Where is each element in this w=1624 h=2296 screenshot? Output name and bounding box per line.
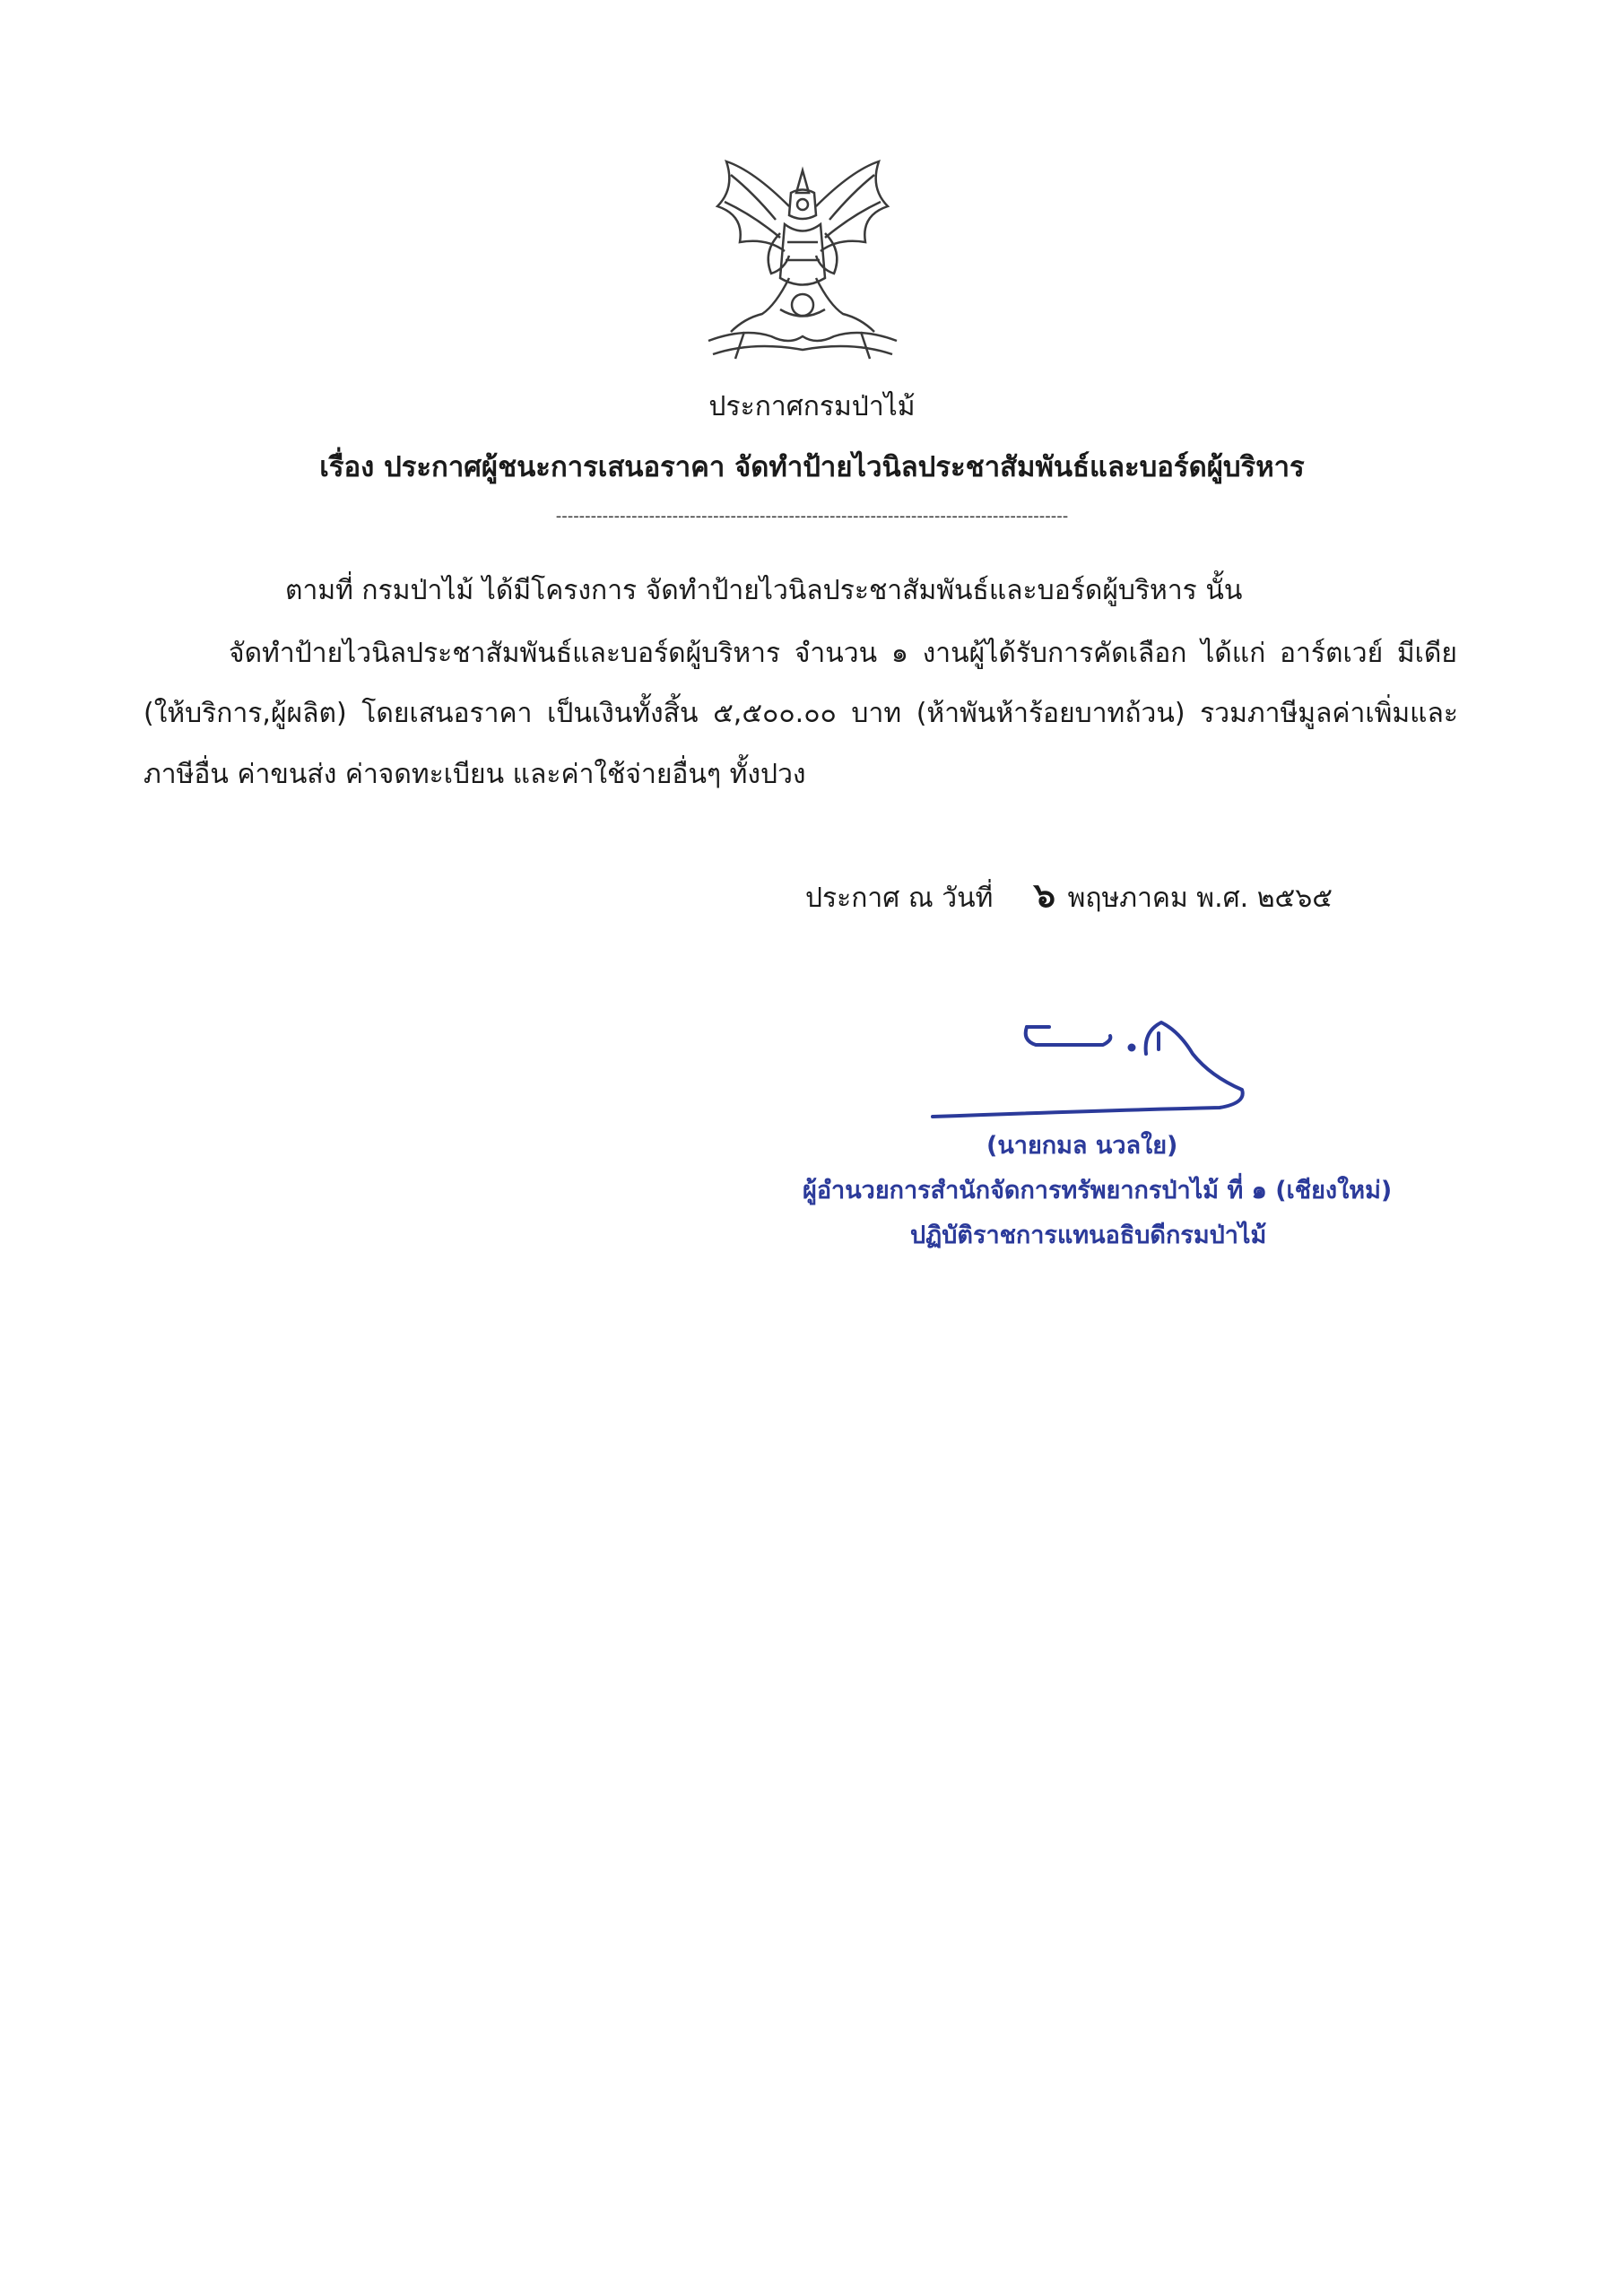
garuda-emblem-icon — [690, 152, 915, 368]
date-day: ๖ — [1033, 875, 1056, 915]
signatory-name: (นายกมล นวลใย) — [986, 1132, 1178, 1160]
agency-title: ประกาศกรมป่าไม้ — [708, 391, 916, 422]
body-line-1: ตามที่ กรมป่าไม้ ได้มีโครงการ จัดทำป้ายไวนิลประชาสัมพันธ์และบอร์ดผู้บริหาร นั้น — [285, 575, 1243, 606]
signatory-acting: ปฏิบัติราชการแทนอธิบดีกรมป่าไม้ — [910, 1222, 1267, 1249]
body-line-4: ภาษีอื่น ค่าขนส่ง ค่าจดทะเบียน และค่าใช้จ่ายอื่นๆ ทั้งปวง — [143, 759, 806, 790]
body-line-3: (ให้บริการ,ผู้ผลิต) โดยเสนอราคา เป็นเงินทั้งสิ้น ๕,๕๐๐.๐๐ บาท (ห้าพันห้าร้อยบาทถ้วน) รวมภาษีมูลค่าเพิ่มและ — [143, 698, 1458, 729]
separator-line: ---------------------------------------------------------------------------------------- — [555, 507, 1069, 526]
date-month-year: พฤษภาคม พ.ศ. ๒๕๖๕ — [1067, 883, 1333, 914]
signatory-position: ผู้อำนวยการสำนักจัดการทรัพยากรป่าไม้ ที่ ๑ (เชียงใหม่) — [803, 1177, 1393, 1205]
announcement-date — [805, 867, 1333, 922]
subject-line: เรื่อง ประกาศผู้ชนะการเสนอราคา จัดทำป้ายไวนิลประชาสัมพันธ์และบอร์ดผู้บริหาร — [319, 451, 1305, 483]
date-prefix: ประกาศ ณ วันที่ — [805, 883, 994, 914]
body-line-2: จัดทำป้ายไวนิลประชาสัมพันธ์และบอร์ดผู้บริหาร จำนวน ๑ งานผู้ได้รับการคัดเลือก ได้แก่ อาร์ตเวย์ มีเดีย — [229, 638, 1457, 669]
handwritten-signature — [924, 1004, 1264, 1139]
